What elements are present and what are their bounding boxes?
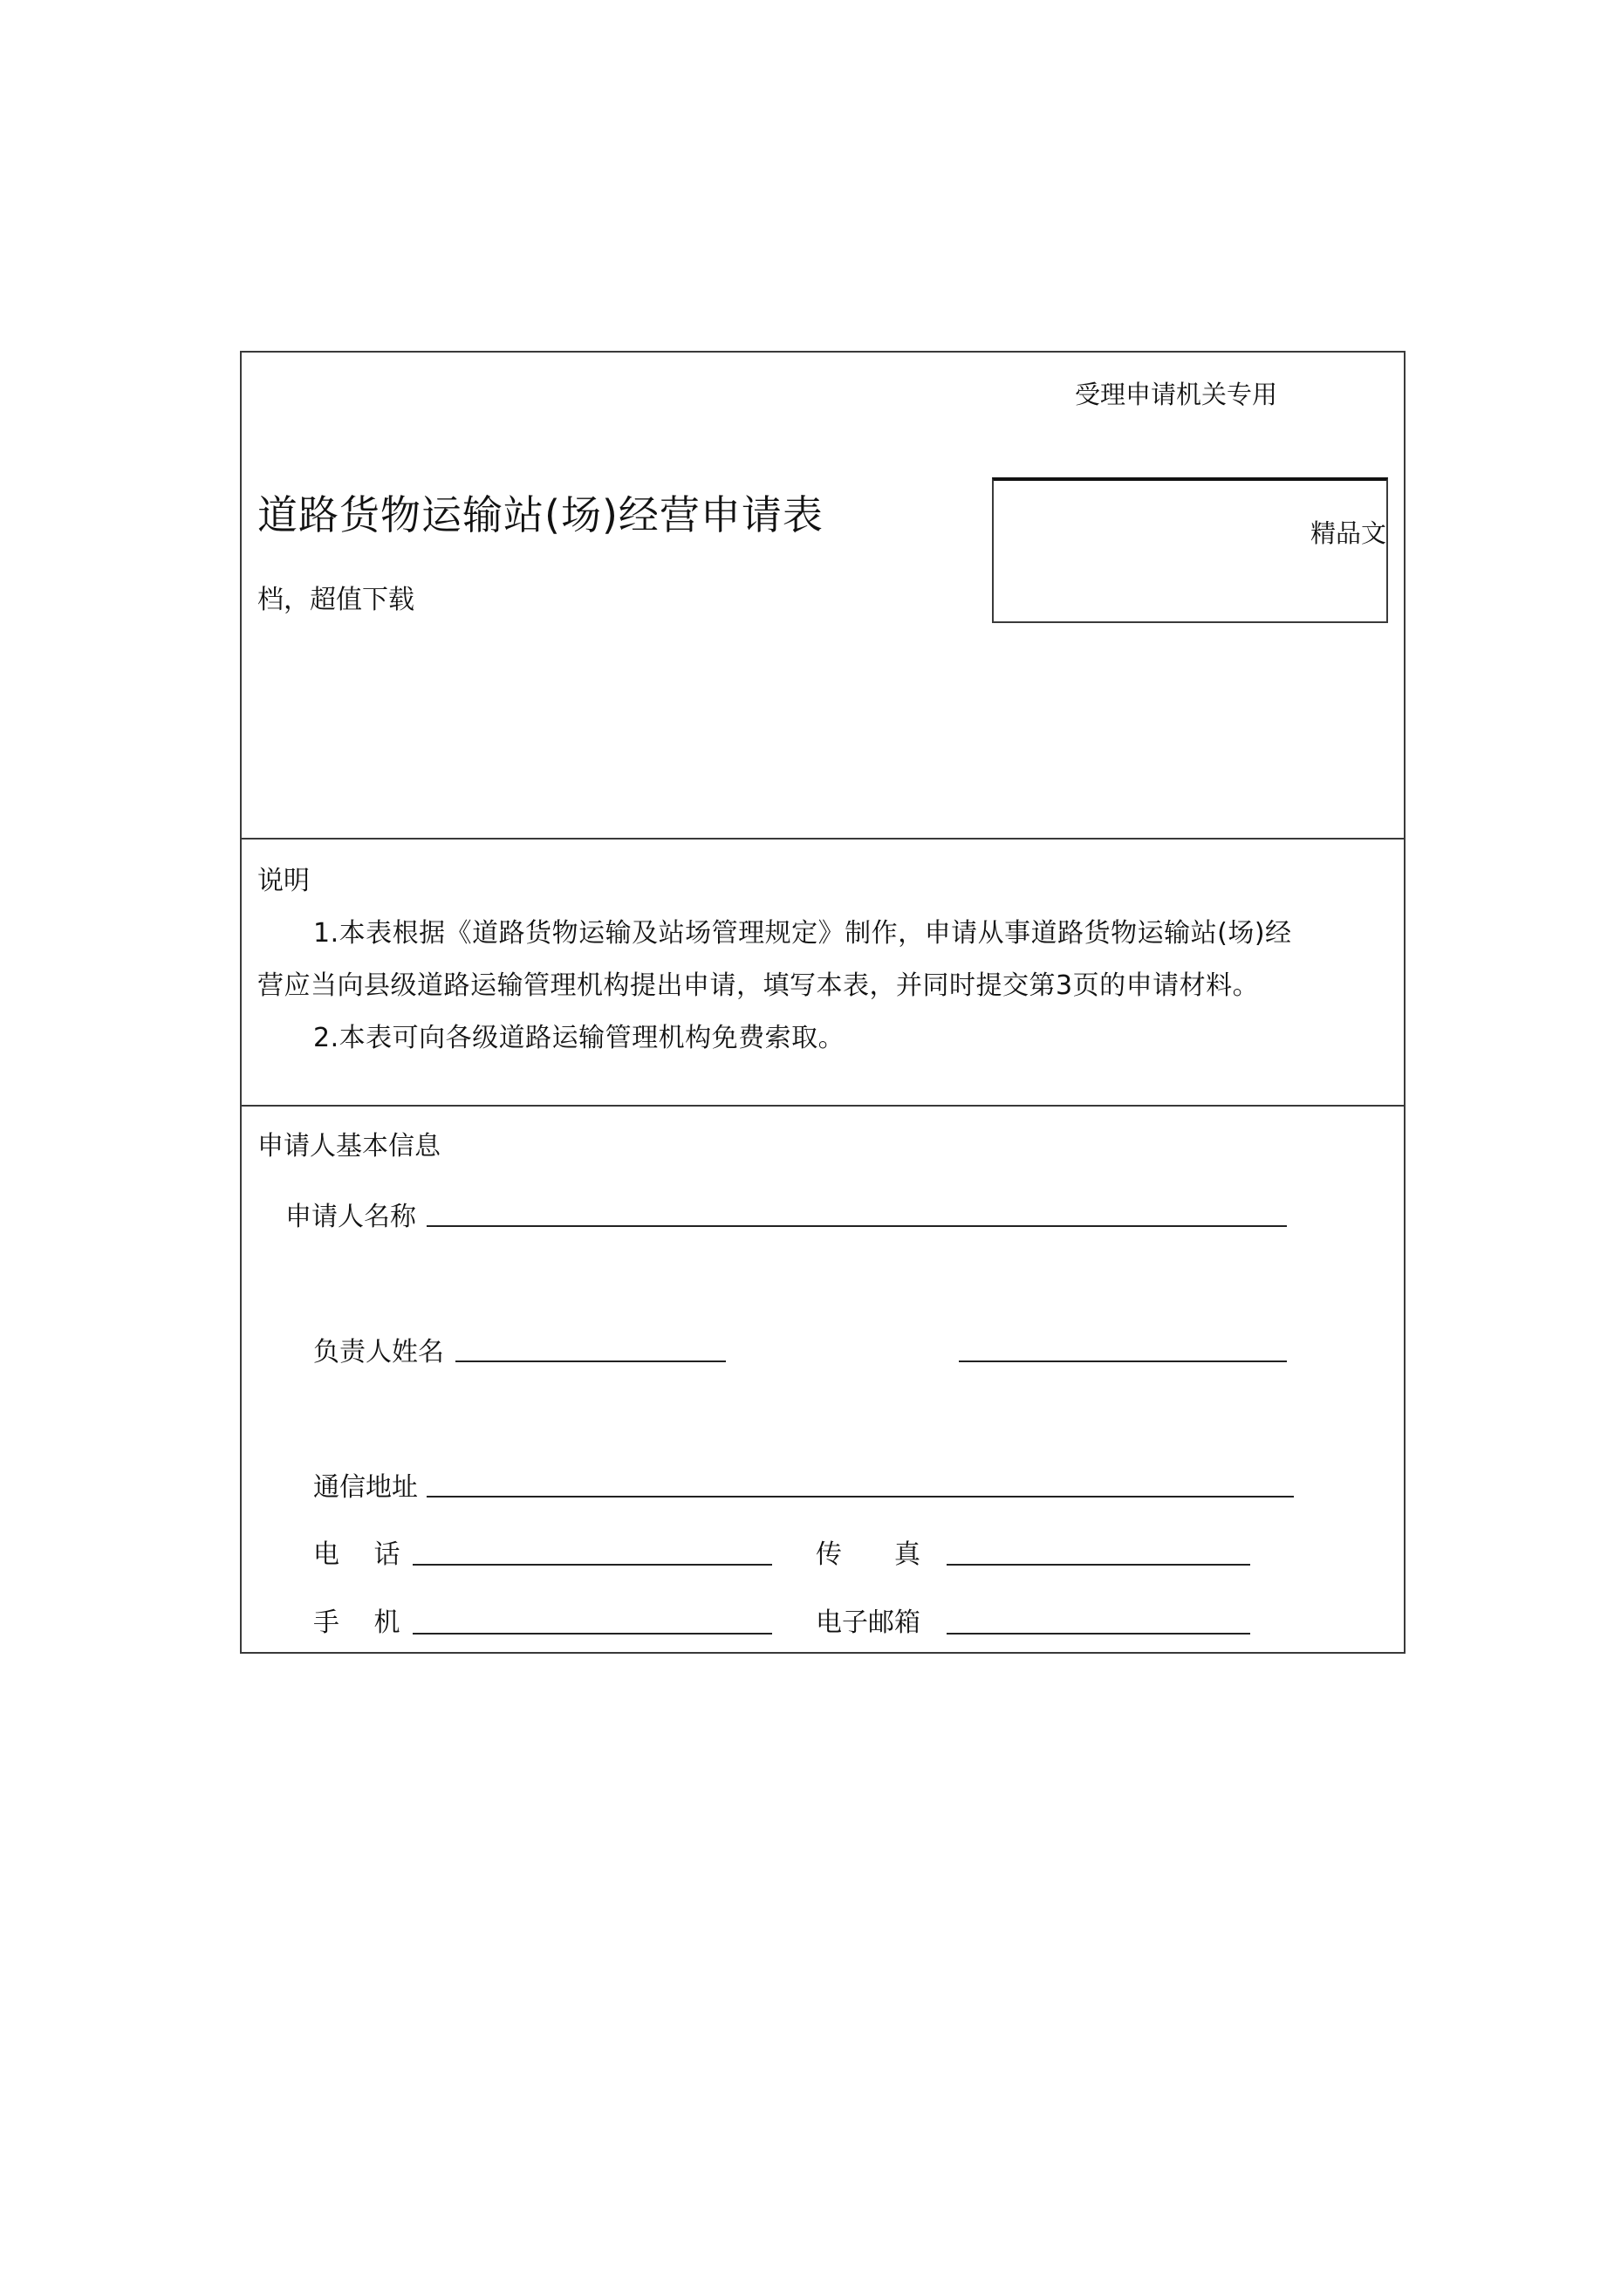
notes-item-1: 1.本表根据《道路货物运输及站场管理规定》制作，申请从事道路货物运输站(场)经 (313, 918, 1292, 949)
responsible-person-label: 负责人姓名 (313, 1337, 444, 1367)
address-field[interactable] (427, 1496, 1294, 1498)
title-subtext: 档，超值下载 (257, 585, 414, 615)
applicant-name-label: 申请人名称 (285, 1202, 416, 1232)
address-label: 通信地址 (313, 1472, 418, 1503)
phone-field[interactable] (413, 1564, 772, 1566)
notes-item-1-cont: 营应当向县级道路运输管理机构提出申请，填写本表，并同时提交第3页的申请材料。 (257, 970, 1260, 1001)
fax-field[interactable] (947, 1564, 1250, 1566)
office-box-text: 精品文 (1310, 518, 1387, 548)
mobile-field[interactable] (413, 1633, 772, 1635)
form-title: 道路货物运输站(场)经营申请表 (257, 491, 824, 538)
office-use-box (992, 477, 1388, 623)
applicant-heading: 申请人基本信息 (257, 1131, 441, 1162)
office-use-label: 受理申请机关专用 (1075, 380, 1278, 409)
responsible-person-field[interactable] (455, 1360, 726, 1362)
applicant-name-field[interactable] (427, 1225, 1287, 1227)
notes-item-2: 2.本表可向各级道路运输管理机构免费索取。 (313, 1023, 845, 1053)
section-divider (242, 838, 1404, 840)
notes-heading: 说明 (257, 866, 310, 896)
section-divider (242, 1105, 1404, 1107)
email-field[interactable] (947, 1633, 1250, 1635)
blank-field[interactable] (959, 1360, 1287, 1362)
email-label: 电子邮箱 (816, 1607, 920, 1638)
mobile-label: 手 机 (313, 1607, 400, 1638)
phone-label: 电 话 (313, 1539, 400, 1570)
application-form (240, 351, 1406, 1654)
fax-label: 传 真 (816, 1539, 920, 1570)
